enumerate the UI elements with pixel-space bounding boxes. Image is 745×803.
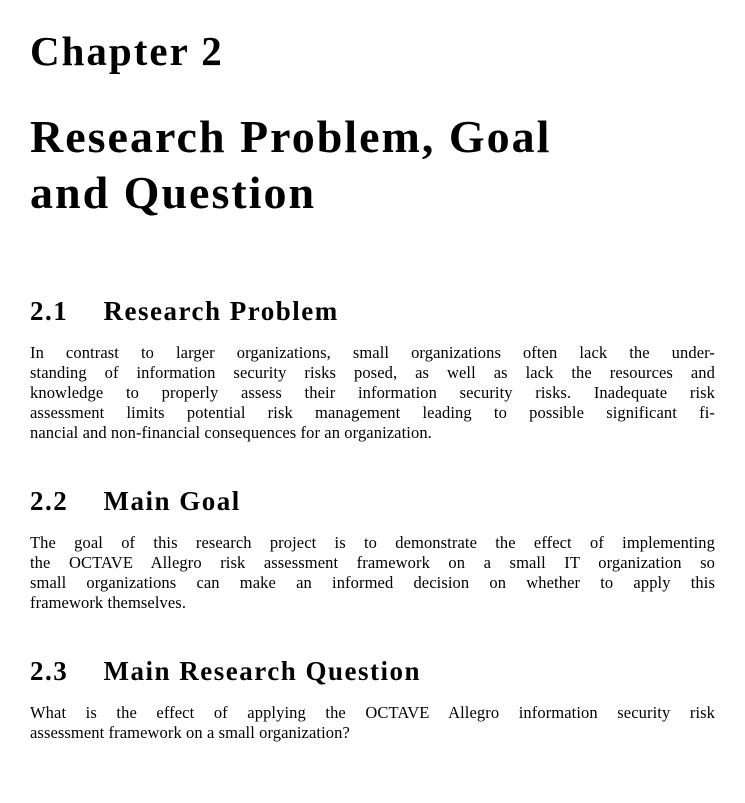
chapter-title-line-1: Research Problem, Goal [30,111,552,162]
document-page [0,27,745,803]
paragraph [30,533,715,613]
paragraph-line: framework themselves. [30,593,187,612]
paragraph-line: The goal of this research project is to demonstrate the effect of implementing [30,533,715,552]
paragraph-line: assessment limits potential risk management leading to possible significant fi- [30,403,715,422]
paragraph-line: nancial and non-financial consequences for an organization. [30,423,432,442]
paragraph [30,703,715,743]
section-heading [30,655,715,687]
section-research-problem [30,295,715,443]
chapter-title-line-2: and Question [30,167,317,218]
paragraph-line: small organizations can make an informed decision on whether to apply this [30,573,715,592]
paragraph [30,343,715,443]
paragraph-line: the OCTAVE Allegro risk assessment framework on a small IT organization so [30,553,715,572]
section-title: Main Goal [103,486,241,516]
section-number: 2.3 [30,656,69,686]
section-main-research-question [30,655,715,743]
section-title: Research Problem [103,296,339,326]
section-number: 2.2 [30,486,69,516]
paragraph-line: knowledge to properly assess their information security risks. Inadequate risk [30,383,715,402]
paragraph-line: What is the effect of applying the OCTAVE Allegro information security risk [30,703,715,722]
section-main-goal [30,485,715,613]
paragraph-line: standing of information security risks posed, as well as lack the resources and [30,363,715,382]
section-heading [30,295,715,327]
section-title: Main Research Question [103,656,421,686]
paragraph-line: assessment framework on a small organization? [30,723,350,742]
chapter-label: Chapter 2 [30,28,224,74]
section-number: 2.1 [30,296,69,326]
paragraph-line: In contrast to larger organizations, small organizations often lack the under- [30,343,715,362]
section-heading [30,485,715,517]
chapter-title [30,109,715,221]
